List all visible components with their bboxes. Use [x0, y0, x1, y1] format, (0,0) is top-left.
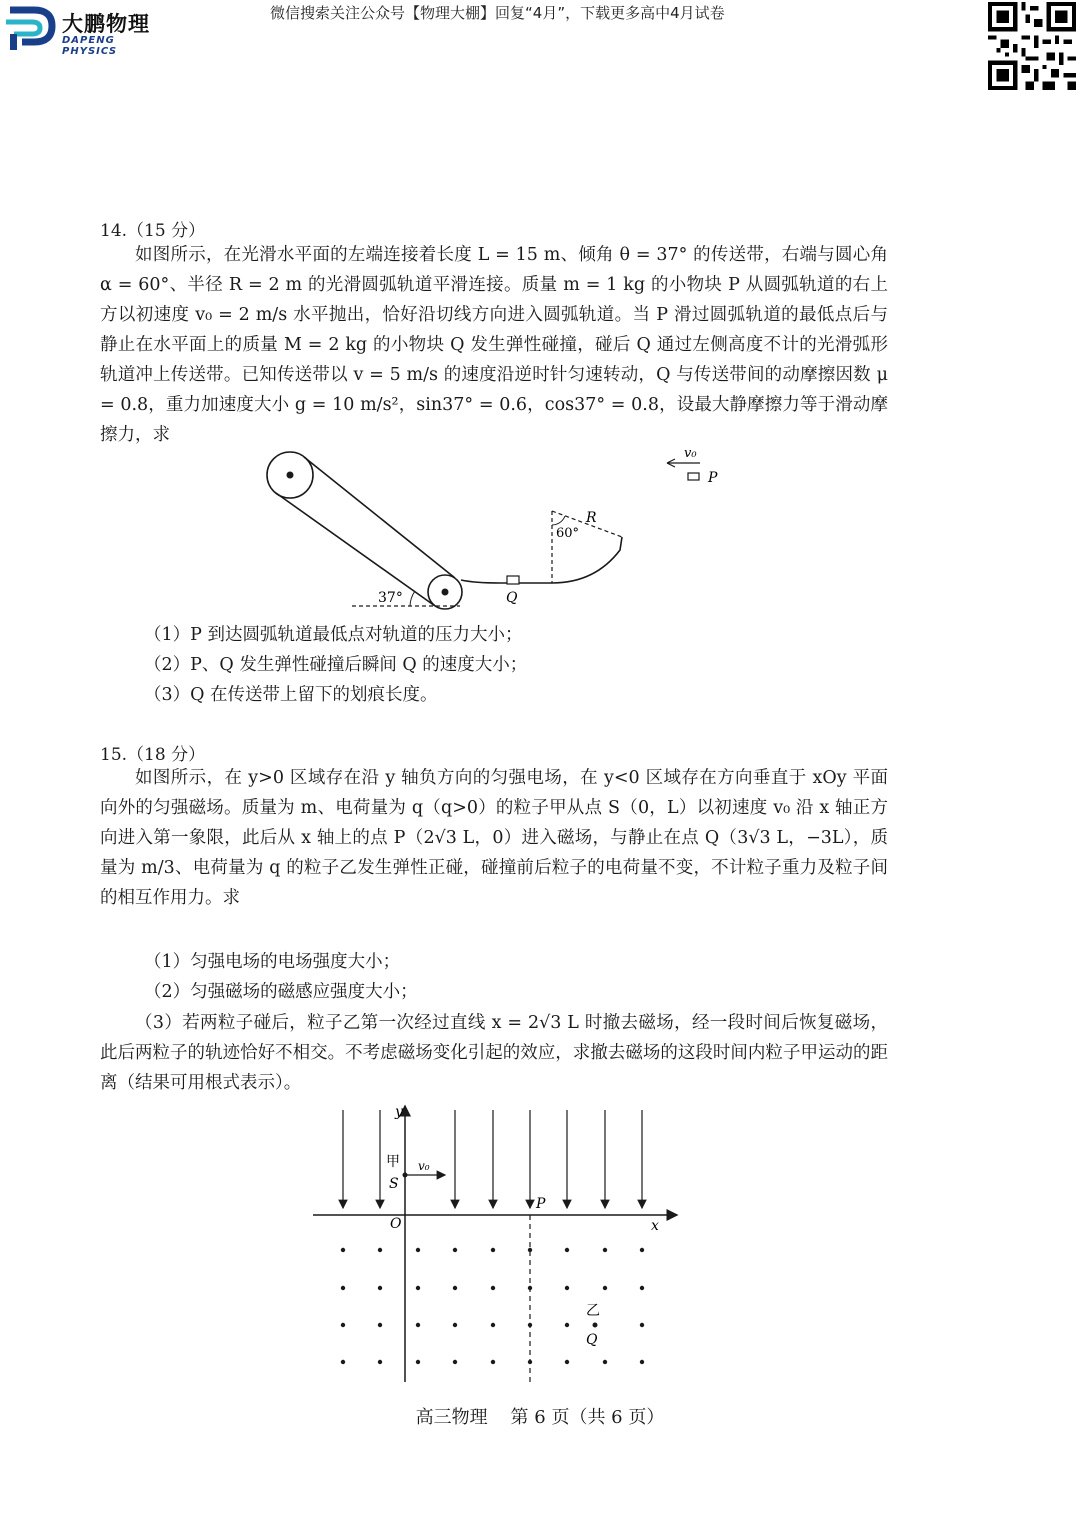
page-footer — [0, 1403, 1080, 1429]
promo-banner: 微信搜索关注公众号【物理大棚】回复“4月”，下载更多高中4月试卷 — [270, 4, 725, 22]
field-dot — [341, 1323, 345, 1327]
field-dot — [640, 1248, 644, 1252]
field-dot — [603, 1286, 607, 1290]
question-15-sub2: （2）匀强磁场的磁感应强度大小； — [144, 982, 418, 1002]
angle-60-label: 60° — [556, 526, 580, 541]
field-dot — [565, 1248, 569, 1252]
question-14-sub3: （3）Q 在传送带上留下的划痕长度。 — [144, 685, 438, 705]
v0-label-15: v₀ — [418, 1159, 430, 1173]
field-dot — [453, 1360, 457, 1364]
particle-jia — [403, 1173, 408, 1178]
field-dot — [528, 1323, 532, 1327]
field-dot — [565, 1360, 569, 1364]
field-dot — [528, 1360, 532, 1364]
field-dot — [491, 1248, 495, 1252]
field-dot — [341, 1286, 345, 1290]
x-axis-label: x — [651, 1218, 659, 1234]
question-14-body: 如图所示，在光滑水平面的左端连接着长度 L = 15 m、倾角 θ = 37° 的传送带，右端与圆心角 α = 60°、半径 R = 2 m 的光滑圆弧轨道平滑连接。质量 m = 1 kg 的小物块 P 从圆弧轨道的右上方以初速度 v₀ = 2 m/s 水平抛出，恰好沿切线方向进入圆弧轨道。当 P 滑过圆弧轨道的最低点后与静止在水平面上的质量 M = 2 kg 的小物块 Q 发生弹性碰撞，碰后 Q 通过左侧高度不计的光滑弧形轨道冲上传送带。已知传送带以 v = 5 m/s 的速度沿逆时针匀速转动，Q 与传送带间的动摩擦因数 μ = 0.8，重力加速度大小 g = 10 m/s²，sin37° = 0.6，cos37° = 0.8，设最大静摩擦力等于滑动摩擦力，求 — [100, 245, 888, 445]
conveyor-figure — [260, 445, 740, 620]
field-dot — [640, 1323, 644, 1327]
point-p-label: P — [536, 1196, 546, 1212]
angle-37-label: 37° — [378, 590, 403, 606]
logo-english-text: DAPENG PHYSICS — [62, 35, 118, 57]
track-and-arc — [461, 537, 622, 583]
dapeng-logo-icon — [4, 4, 60, 54]
y-axis-label: y — [395, 1104, 403, 1120]
field-dot — [453, 1323, 457, 1327]
field-dot — [603, 1248, 607, 1252]
field-dot — [453, 1286, 457, 1290]
field-dot — [378, 1323, 382, 1327]
field-dot — [491, 1360, 495, 1364]
point-q-label: Q — [586, 1332, 598, 1348]
field-dot — [640, 1286, 644, 1290]
field-dot — [528, 1286, 532, 1290]
question-14-sub2: （2）P、Q 发生弹性碰撞后瞬间 Q 的速度大小； — [144, 655, 528, 675]
field-figure — [305, 1100, 685, 1390]
radius-label: R — [586, 510, 597, 526]
block-p — [688, 473, 699, 480]
question-15-body: 如图所示，在 y>0 区域存在沿 y 轴负方向的匀强电场，在 y<0 区域存在方向垂直于 xOy 平面向外的匀强磁场。质量为 m、电荷量为 q（q>0）的粒子甲从点 S（0，L）以初速度 v₀ 沿 x 轴正方向进入第一象限，此后从 x 轴上的点 P（2√3 L，0）进入磁场，与静止在点 Q（3√3 L，−3L），质量为 m/3、电荷量为 q 的粒子乙发生弹性正碰，碰撞前后粒子的电荷量不变，不计粒子重力及粒子间的相互作用力。求 — [100, 768, 888, 908]
field-dot — [565, 1323, 569, 1327]
field-dot — [603, 1360, 607, 1364]
field-dot — [565, 1286, 569, 1290]
question-14-sub1: （1）P 到达圆弧轨道最低点对轨道的压力大小； — [144, 625, 523, 645]
page-header — [0, 0, 1080, 100]
field-dot — [491, 1323, 495, 1327]
field-dot — [416, 1323, 420, 1327]
footer-subject: 高三物理 — [415, 1407, 488, 1428]
particle-yi — [593, 1323, 598, 1328]
particle-jia-label: 甲 — [386, 1154, 400, 1170]
bottom-pulley-axle — [442, 589, 449, 596]
footer-page-number: 第 6 页（共 6 页） — [510, 1407, 665, 1428]
point-s-label: S — [389, 1176, 399, 1192]
field-dot — [491, 1286, 495, 1290]
field-dot — [416, 1360, 420, 1364]
field-dot — [341, 1248, 345, 1252]
logo-chinese-text: 大鹏物理 — [62, 12, 150, 36]
block-p-label: P — [708, 470, 718, 486]
top-pulley-axle — [287, 472, 294, 479]
block-q — [507, 576, 519, 584]
field-dot — [378, 1248, 382, 1252]
particle-yi-label: 乙 — [586, 1303, 600, 1319]
block-q-label: Q — [506, 590, 518, 606]
field-dot — [416, 1286, 420, 1290]
origin-label: O — [390, 1216, 402, 1232]
field-dot — [378, 1360, 382, 1364]
field-dot — [453, 1248, 457, 1252]
field-dot — [528, 1248, 532, 1252]
qr-code-icon — [988, 2, 1076, 90]
field-dot — [378, 1286, 382, 1290]
dapeng-logo — [4, 4, 174, 57]
question-15-sub1: （1）匀强电场的电场强度大小； — [144, 952, 401, 972]
conveyor-belt — [267, 452, 462, 609]
field-dot — [640, 1360, 644, 1364]
v0-label: v₀ — [684, 446, 697, 461]
field-dot — [416, 1248, 420, 1252]
question-14-title: 14.（15 分） — [100, 221, 206, 241]
field-dot — [341, 1360, 345, 1364]
question-15-title: 15.（18 分） — [100, 745, 206, 765]
question-15-sub3: （3）若两粒子碰后，粒子乙第一次经过直线 x = 2√3 L 时撤去磁场，经一段时间后恢复磁场，此后两粒子的轨迹恰好不相交。不考虑磁场变化引起的效应，求撤去磁场的这段时间内粒子甲运动的距离（结果可用根式表示）。 — [100, 1013, 888, 1093]
